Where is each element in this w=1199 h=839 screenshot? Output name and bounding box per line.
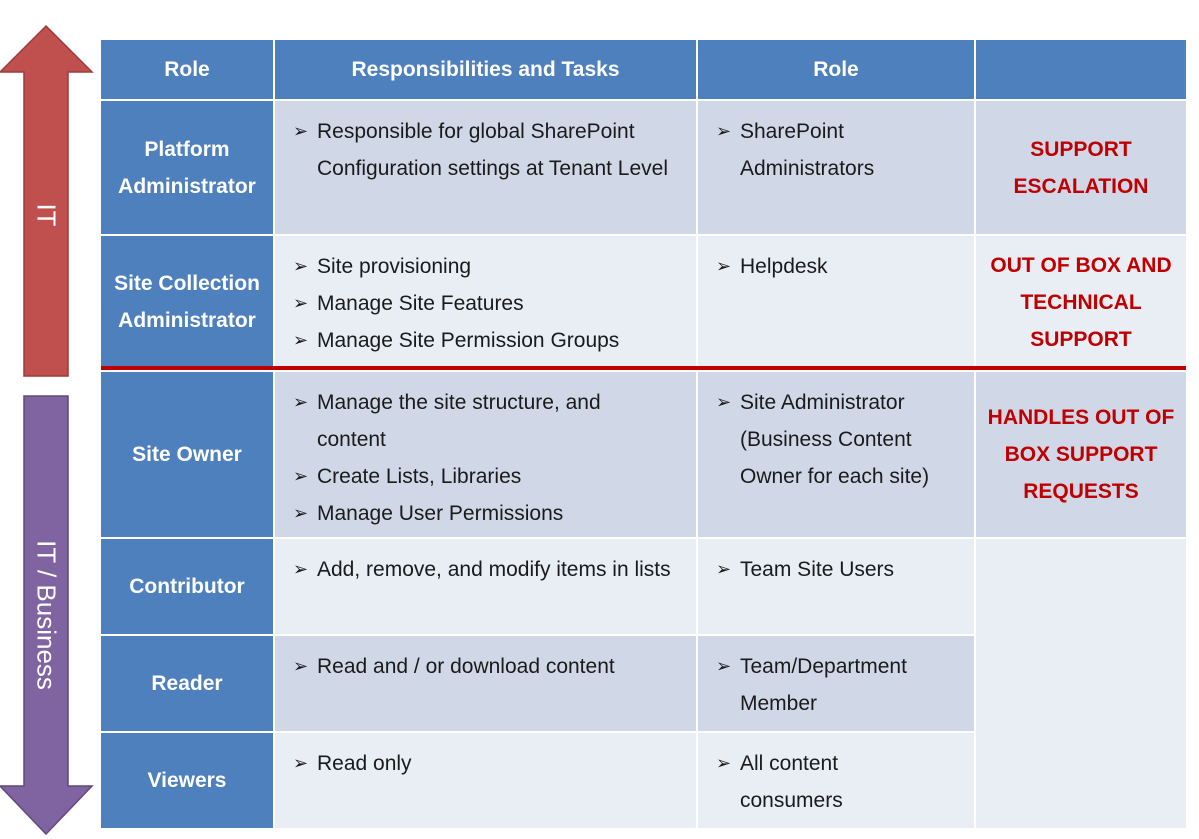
- list-item: ➢ Manage the site structure, and content: [293, 384, 656, 458]
- list-item: ➢ Team Site Users: [716, 551, 974, 588]
- list-item: ➢ Responsible for global SharePoint Configuration settings at Tenant Level: [293, 113, 676, 187]
- list-item: ➢ Manage Site Features: [293, 285, 696, 322]
- list-item: ➢ Manage Site Permission Groups: [293, 322, 696, 359]
- header-role-2: Role: [698, 40, 974, 99]
- tasks-reader: [275, 636, 696, 731]
- role-contributor: Contributor: [101, 539, 273, 634]
- list-item: ➢ Helpdesk: [716, 248, 974, 285]
- support-empty: [976, 539, 1186, 828]
- tasks-contributor: [275, 539, 696, 634]
- list-item: ➢ Site Administrator (Business Content Owner for each site): [716, 384, 964, 495]
- list-item: ➢ Manage User Permissions: [293, 495, 656, 532]
- header-role: Role: [101, 40, 273, 99]
- tasks-site-owner: [275, 372, 696, 537]
- role-platform-administrator: Platform Administrator: [101, 101, 273, 234]
- list-item: ➢ Create Lists, Libraries: [293, 458, 656, 495]
- tasks-viewers: [275, 733, 696, 828]
- it-business-divider: [101, 366, 1186, 370]
- list-item: ➢ Add, remove, and modify items in lists: [293, 551, 676, 588]
- people-site-collection-administrator: [698, 236, 974, 368]
- list-item: ➢ SharePoint Administrators: [716, 113, 884, 187]
- list-item: ➢ Read only: [293, 745, 696, 782]
- people-reader: [698, 636, 974, 731]
- role-site-owner: Site Owner: [101, 372, 273, 537]
- support-escalation: SUPPORT ESCALATION: [976, 101, 1186, 234]
- header-support: [976, 40, 1186, 99]
- role-site-collection-administrator: Site Collection Administrator: [101, 236, 273, 368]
- role-reader: Reader: [101, 636, 273, 731]
- list-item: ➢ All content consumers: [716, 745, 884, 819]
- list-item: ➢ Team/Department Member: [716, 648, 934, 722]
- role-viewers: Viewers: [101, 733, 273, 828]
- business-label: IT / Business: [31, 540, 62, 690]
- list-item: ➢ Site provisioning: [293, 248, 696, 285]
- it-label: IT: [31, 203, 62, 227]
- support-handles-requests: HANDLES OUT OF BOX SUPPORT REQUESTS: [976, 372, 1186, 537]
- people-viewers: [698, 733, 974, 828]
- tasks-platform-administrator: [275, 101, 696, 234]
- header-responsibilities: Responsibilities and Tasks: [275, 40, 696, 99]
- people-contributor: [698, 539, 974, 634]
- list-item: ➢ Read and / or download content: [293, 648, 696, 685]
- people-platform-administrator: [698, 101, 974, 234]
- support-out-of-box-technical: OUT OF BOX AND TECHNICAL SUPPORT: [976, 236, 1186, 368]
- people-site-owner: [698, 372, 974, 537]
- tasks-site-collection-administrator: [275, 236, 696, 368]
